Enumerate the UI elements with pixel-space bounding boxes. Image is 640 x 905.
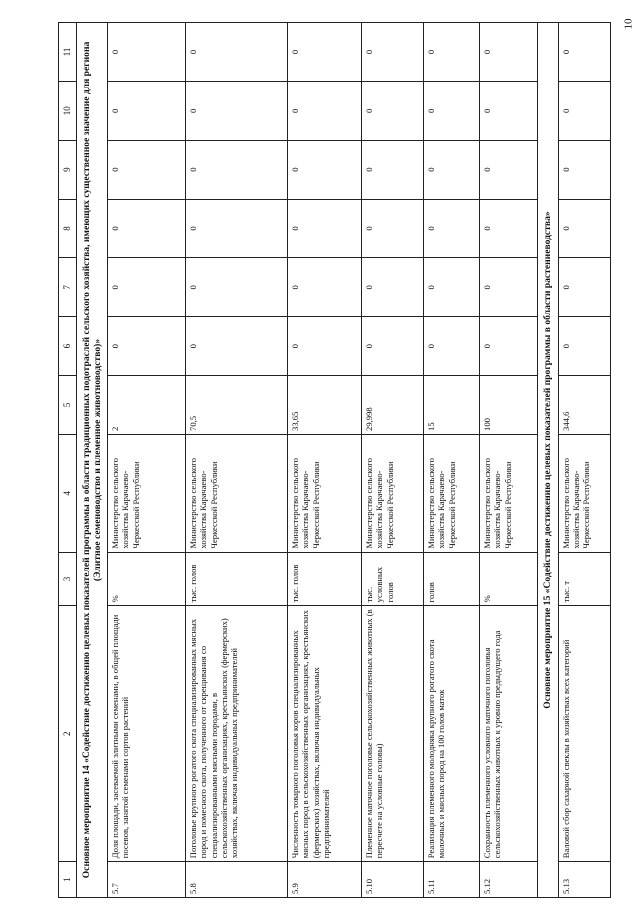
value-8: 0 (186, 199, 288, 258)
value-10: 0 (288, 81, 362, 140)
value-11: 0 (424, 23, 480, 82)
value-8: 0 (480, 199, 538, 258)
header-cell: 7 (59, 258, 77, 317)
value-7: 0 (186, 258, 288, 317)
value-9: 0 (480, 140, 538, 199)
row-number: 5.13 (558, 862, 610, 898)
unit: % (480, 552, 538, 606)
executor: Министерство сельского хозяйства Карачаево-Черкесской Республики (558, 434, 610, 552)
value-5: 100 (480, 376, 538, 435)
row-number: 5.9 (288, 862, 362, 898)
row-number: 5.7 (108, 862, 186, 898)
indicator-name: Валовой сбор сахарной свеклы в хозяйствах всех категорий (558, 606, 610, 862)
value-11: 0 (288, 23, 362, 82)
value-11: 0 (558, 23, 610, 82)
value-7: 0 (288, 258, 362, 317)
value-7: 0 (480, 258, 538, 317)
table-row (362, 23, 424, 898)
indicator-name: Поголовье крупного рогатого скота специализированных мясных пород и помесного скота, полученного от скрещивания со специализированными мясными породами, в сельскохозяйственных организациях, крестьянских (фермерских) хозяйствах, включая индивидуальных предпринимателей (186, 606, 288, 862)
rotated-table-wrapper (58, 22, 618, 898)
indicators-table (58, 22, 611, 898)
indicator-name: Сохранность племенного условного маточного поголовья сельскохозяйственных животных к уровню предыдущего года (480, 606, 538, 862)
value-8: 0 (362, 199, 424, 258)
unit: тыс. голов (186, 552, 288, 606)
value-6: 0 (558, 317, 610, 376)
header-cell: 11 (59, 23, 77, 82)
unit: тыс. голов (288, 552, 362, 606)
value-11: 0 (186, 23, 288, 82)
value-7: 0 (108, 258, 186, 317)
value-6: 0 (288, 317, 362, 376)
value-9: 0 (186, 140, 288, 199)
value-6: 0 (362, 317, 424, 376)
header-row (59, 23, 77, 898)
value-9: 0 (288, 140, 362, 199)
indicator-name: Племенное маточное поголовье сельскохозяйственных животных (в пересчете на условные головы) (362, 606, 424, 862)
value-9: 0 (424, 140, 480, 199)
value-10: 0 (424, 81, 480, 140)
rotated-table-inner (58, 22, 618, 898)
value-5: 29,998 (362, 376, 424, 435)
value-9: 0 (362, 140, 424, 199)
section-row-15 (538, 23, 558, 898)
row-number: 5.8 (186, 862, 288, 898)
table-row (424, 23, 480, 898)
value-11: 0 (108, 23, 186, 82)
value-10: 0 (108, 81, 186, 140)
value-5: 33,65 (288, 376, 362, 435)
executor: Министерство сельского хозяйства Карачаево-Черкесской Республики (288, 434, 362, 552)
table-row (480, 23, 538, 898)
value-8: 0 (108, 199, 186, 258)
executor: Министерство сельского хозяйства Карачаево-Черкесской Республики (186, 434, 288, 552)
value-5: 2 (108, 376, 186, 435)
value-10: 0 (558, 81, 610, 140)
value-5: 344,6 (558, 376, 610, 435)
indicator-name: Доля площади, засеваемой элитными семенами, в общей площади посевов, занятой семенами сортов растений (108, 606, 186, 862)
header-cell: 3 (59, 552, 77, 606)
executor: Министерство сельского хозяйства Карачаево-Черкесской Республики (108, 434, 186, 552)
header-cell: 9 (59, 140, 77, 199)
header-cell: 2 (59, 606, 77, 862)
unit: тыс. т (558, 552, 610, 606)
value-8: 0 (424, 199, 480, 258)
value-8: 0 (558, 199, 610, 258)
value-7: 0 (558, 258, 610, 317)
value-7: 0 (424, 258, 480, 317)
value-9: 0 (108, 140, 186, 199)
section-title-14: Основное мероприятие 14 «Содействие достижению целевых показателей программы в области традиционных подотраслей сельского хозяйства, имеющих существенное значение для региона (Элитное семеноводство и племенное животноводство)» (76, 23, 108, 898)
header-cell: 8 (59, 199, 77, 258)
value-11: 0 (480, 23, 538, 82)
value-6: 0 (186, 317, 288, 376)
unit: голов (424, 552, 480, 606)
value-6: 0 (424, 317, 480, 376)
executor: Министерство сельского хозяйства Карачаево-Черкесской Республики (362, 434, 424, 552)
row-number: 5.10 (362, 862, 424, 898)
table-row (558, 23, 610, 898)
row-number: 5.11 (424, 862, 480, 898)
executor: Министерство сельского хозяйства Карачаево-Черкесской Республики (480, 434, 538, 552)
header-cell: 5 (59, 376, 77, 435)
table-row (186, 23, 288, 898)
unit: % (108, 552, 186, 606)
value-10: 0 (186, 81, 288, 140)
table-row (288, 23, 362, 898)
value-10: 0 (480, 81, 538, 140)
header-cell: 10 (59, 81, 77, 140)
value-8: 0 (288, 199, 362, 258)
header-cell: 4 (59, 434, 77, 552)
header-cell: 6 (59, 317, 77, 376)
row-number: 5.12 (480, 862, 538, 898)
table-row (108, 23, 186, 898)
executor: Министерство сельского хозяйства Карачаево-Черкесской Республики (424, 434, 480, 552)
value-5: 70,5 (186, 376, 288, 435)
page-number: 10 (622, 18, 635, 30)
value-7: 0 (362, 258, 424, 317)
value-6: 0 (480, 317, 538, 376)
unit: тыс. условных голов (362, 552, 424, 606)
indicator-name: Численность товарного поголовья коров специализированных мясных пород в сельскохозяйственных организациях, крестьянских (фермерских) хозяйствах, включая индивидуальных предпринимателей (288, 606, 362, 862)
value-6: 0 (108, 317, 186, 376)
value-11: 0 (362, 23, 424, 82)
header-cell: 1 (59, 862, 77, 898)
value-10: 0 (362, 81, 424, 140)
indicator-name: Реализация племенного молодняка крупного рогатого скота молочных и мясных пород на 100 голов маток (424, 606, 480, 862)
value-5: 15 (424, 376, 480, 435)
section-row-14 (76, 23, 108, 898)
value-9: 0 (558, 140, 610, 199)
section-title-15: Основное мероприятие 15 «Содействие достижению целевых показателей программы в области растениеводства» (538, 23, 558, 898)
